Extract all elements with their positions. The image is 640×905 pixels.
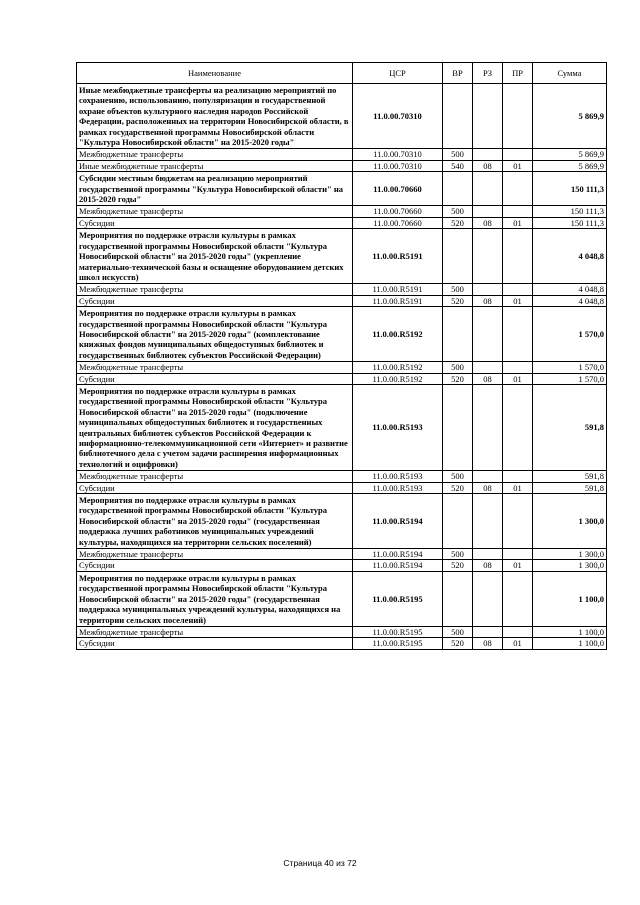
cell-sum: 1 100,0 [533, 638, 607, 649]
header-rz: РЗ [473, 63, 503, 84]
cell-name: Межбюджетные трансферты [77, 149, 353, 160]
table-row-program [77, 84, 607, 149]
table-row-program [77, 229, 607, 284]
cell-vr: 520 [443, 482, 473, 493]
cell-sum: 150 111,3 [533, 217, 607, 228]
header-vr: ВР [443, 63, 473, 84]
cell-csr: 11.0.00.R5192 [353, 362, 443, 373]
cell-name: Мероприятия по поддержке отрасли культуры в рамках государственной программы Новосибирской области "Культура Новосибирской области" на 2015-2020 годы" (укрепление материально-технической базы и оснащение оборудованием детских школ искусств) [77, 229, 353, 284]
cell-name: Субсидии [77, 638, 353, 649]
table-row-item [77, 362, 607, 373]
cell-csr: 11.0.00.R5192 [353, 307, 443, 362]
cell-csr: 11.0.00.R5193 [353, 384, 443, 470]
cell-sum: 5 869,9 [533, 149, 607, 160]
cell-rz [473, 149, 503, 160]
cell-csr: 11.0.00.70660 [353, 217, 443, 228]
header-name: Наименование [77, 63, 353, 84]
table-row-item [77, 638, 607, 649]
cell-rz [473, 362, 503, 373]
cell-pr: 01 [503, 295, 533, 306]
cell-sum: 591,8 [533, 482, 607, 493]
cell-sum: 150 111,3 [533, 206, 607, 217]
cell-sum: 4 048,8 [533, 284, 607, 295]
cell-vr: 520 [443, 295, 473, 306]
table-row-item [77, 295, 607, 306]
cell-rz: 08 [473, 217, 503, 228]
cell-pr [503, 571, 533, 626]
cell-pr [503, 149, 533, 160]
cell-name: Иные межбюджетные трансферты на реализацию мероприятий по сохранению, использованию, популяризации и государственной охране объектов культурного наследия народов Российской Федерации, расположенных на территории Новосибирской области, в рамках государственной программы Новосибирской области "Культура Новосибирской области" на 2015-2020 годы" [77, 84, 353, 149]
cell-rz [473, 626, 503, 637]
cell-vr: 540 [443, 160, 473, 171]
cell-rz [473, 549, 503, 560]
cell-sum: 1 570,0 [533, 307, 607, 362]
cell-csr: 11.0.00.R5192 [353, 373, 443, 384]
cell-csr: 11.0.00.R5194 [353, 560, 443, 571]
cell-rz [473, 229, 503, 284]
cell-vr: 520 [443, 217, 473, 228]
cell-sum: 5 869,9 [533, 160, 607, 171]
table-row-program [77, 384, 607, 470]
cell-rz [473, 471, 503, 482]
cell-pr [503, 229, 533, 284]
cell-rz: 08 [473, 560, 503, 571]
table-row-program [77, 494, 607, 549]
cell-rz [473, 571, 503, 626]
cell-name: Мероприятия по поддержке отрасли культуры в рамках государственной программы Новосибирской области "Культура Новосибирской области" на 2015-2020 годы" (комплектование книжных фондов муниципальных общедоступных библиотек и государственных библиотек субъектов Российской Федерации) [77, 307, 353, 362]
cell-pr [503, 84, 533, 149]
cell-rz: 08 [473, 295, 503, 306]
table-row-program [77, 307, 607, 362]
cell-vr [443, 84, 473, 149]
table-row-program [77, 571, 607, 626]
cell-name: Мероприятия по поддержке отрасли культуры в рамках государственной программы Новосибирской области "Культура Новосибирской области" на 2015-2020 годы" (государственная поддержка лучших работников муниципальных учреждений культуры, находящихся на территории сельских поселений) [77, 494, 353, 549]
cell-name: Межбюджетные трансферты [77, 362, 353, 373]
table-row-item [77, 284, 607, 295]
table-row-item [77, 160, 607, 171]
cell-name: Мероприятия по поддержке отрасли культуры в рамках государственной программы Новосибирской области "Культура Новосибирской области" на 2015-2020 годы" (государственная поддержка муниципальных учреждений культуры, находящихся на территории сельских поселений) [77, 571, 353, 626]
cell-vr [443, 384, 473, 470]
table-row-item [77, 549, 607, 560]
table-row-item [77, 373, 607, 384]
cell-name: Субсидии [77, 560, 353, 571]
cell-csr: 11.0.00.70310 [353, 149, 443, 160]
cell-sum: 1 570,0 [533, 362, 607, 373]
table-row-item [77, 482, 607, 493]
cell-pr [503, 626, 533, 637]
cell-vr: 500 [443, 626, 473, 637]
cell-sum: 591,8 [533, 384, 607, 470]
cell-vr [443, 494, 473, 549]
cell-pr [503, 471, 533, 482]
cell-rz [473, 284, 503, 295]
cell-rz: 08 [473, 373, 503, 384]
cell-vr: 520 [443, 560, 473, 571]
cell-rz: 08 [473, 160, 503, 171]
cell-vr [443, 307, 473, 362]
cell-pr: 01 [503, 482, 533, 493]
cell-csr: 11.0.00.R5191 [353, 284, 443, 295]
table-body [77, 84, 607, 650]
header-csr: ЦСР [353, 63, 443, 84]
table-header-row [77, 63, 607, 84]
cell-vr: 520 [443, 373, 473, 384]
cell-rz: 08 [473, 482, 503, 493]
cell-sum: 1 300,0 [533, 494, 607, 549]
budget-table [76, 62, 607, 650]
cell-csr: 11.0.00.R5193 [353, 471, 443, 482]
cell-vr: 500 [443, 206, 473, 217]
cell-name: Межбюджетные трансферты [77, 206, 353, 217]
cell-name: Мероприятия по поддержке отрасли культуры в рамках государственной программы Новосибирской области "Культура Новосибирской области" на 2015-2020 годы" (подключение муниципальных общедоступных библиотек и государственных центральных библиотек субъектов Российской Федерации к информационно-телекоммуникационной сети «Интернет» и развитие библиотечного дела с учетом задачи расширения информационных технологий и оцифровки) [77, 384, 353, 470]
cell-csr: 11.0.00.R5195 [353, 571, 443, 626]
cell-pr [503, 494, 533, 549]
cell-sum: 1 100,0 [533, 626, 607, 637]
cell-pr [503, 384, 533, 470]
cell-rz [473, 307, 503, 362]
cell-pr [503, 284, 533, 295]
cell-pr [503, 362, 533, 373]
table-row-item [77, 471, 607, 482]
table-row-item [77, 217, 607, 228]
table-row-item [77, 560, 607, 571]
cell-pr [503, 172, 533, 206]
table-row-program [77, 172, 607, 206]
cell-vr [443, 571, 473, 626]
cell-sum: 1 300,0 [533, 560, 607, 571]
cell-rz [473, 384, 503, 470]
cell-rz [473, 494, 503, 549]
cell-vr: 500 [443, 471, 473, 482]
cell-vr: 500 [443, 549, 473, 560]
cell-vr [443, 172, 473, 206]
cell-sum: 5 869,9 [533, 84, 607, 149]
cell-pr: 01 [503, 217, 533, 228]
page-number: Страница 40 из 72 [283, 858, 357, 868]
cell-pr [503, 549, 533, 560]
cell-csr: 11.0.00.R5194 [353, 494, 443, 549]
table-row-item [77, 149, 607, 160]
cell-pr: 01 [503, 373, 533, 384]
cell-csr: 11.0.00.70310 [353, 84, 443, 149]
header-pr: ПР [503, 63, 533, 84]
cell-pr: 01 [503, 560, 533, 571]
cell-csr: 11.0.00.R5191 [353, 229, 443, 284]
cell-sum: 1 100,0 [533, 571, 607, 626]
cell-pr: 01 [503, 638, 533, 649]
cell-csr: 11.0.00.R5193 [353, 482, 443, 493]
cell-rz [473, 84, 503, 149]
cell-name: Субсидии [77, 217, 353, 228]
cell-name: Межбюджетные трансферты [77, 471, 353, 482]
cell-sum: 150 111,3 [533, 172, 607, 206]
cell-vr: 500 [443, 284, 473, 295]
cell-csr: 11.0.00.R5191 [353, 295, 443, 306]
cell-rz: 08 [473, 638, 503, 649]
cell-name: Субсидии [77, 373, 353, 384]
cell-vr: 500 [443, 362, 473, 373]
cell-name: Субсидии местным бюджетам на реализацию мероприятий государственной программы "Культура Новосибирской области" на 2015-2020 годы" [77, 172, 353, 206]
cell-pr [503, 307, 533, 362]
table-row-item [77, 626, 607, 637]
cell-csr: 11.0.00.70660 [353, 172, 443, 206]
cell-csr: 11.0.00.R5194 [353, 549, 443, 560]
cell-csr: 11.0.00.70310 [353, 160, 443, 171]
cell-name: Межбюджетные трансферты [77, 626, 353, 637]
cell-name: Межбюджетные трансферты [77, 284, 353, 295]
cell-vr: 500 [443, 149, 473, 160]
cell-name: Иные межбюджетные трансферты [77, 160, 353, 171]
cell-sum: 1 300,0 [533, 549, 607, 560]
header-sum: Сумма [533, 63, 607, 84]
cell-rz [473, 206, 503, 217]
cell-csr: 11.0.00.R5195 [353, 638, 443, 649]
cell-name: Субсидии [77, 295, 353, 306]
cell-pr: 01 [503, 160, 533, 171]
cell-csr: 11.0.00.70660 [353, 206, 443, 217]
cell-vr: 520 [443, 638, 473, 649]
cell-name: Межбюджетные трансферты [77, 549, 353, 560]
cell-csr: 11.0.00.R5195 [353, 626, 443, 637]
cell-sum: 591,8 [533, 471, 607, 482]
cell-sum: 1 570,0 [533, 373, 607, 384]
cell-vr [443, 229, 473, 284]
cell-name: Субсидии [77, 482, 353, 493]
cell-sum: 4 048,8 [533, 295, 607, 306]
cell-rz [473, 172, 503, 206]
cell-pr [503, 206, 533, 217]
cell-sum: 4 048,8 [533, 229, 607, 284]
table-row-item [77, 206, 607, 217]
